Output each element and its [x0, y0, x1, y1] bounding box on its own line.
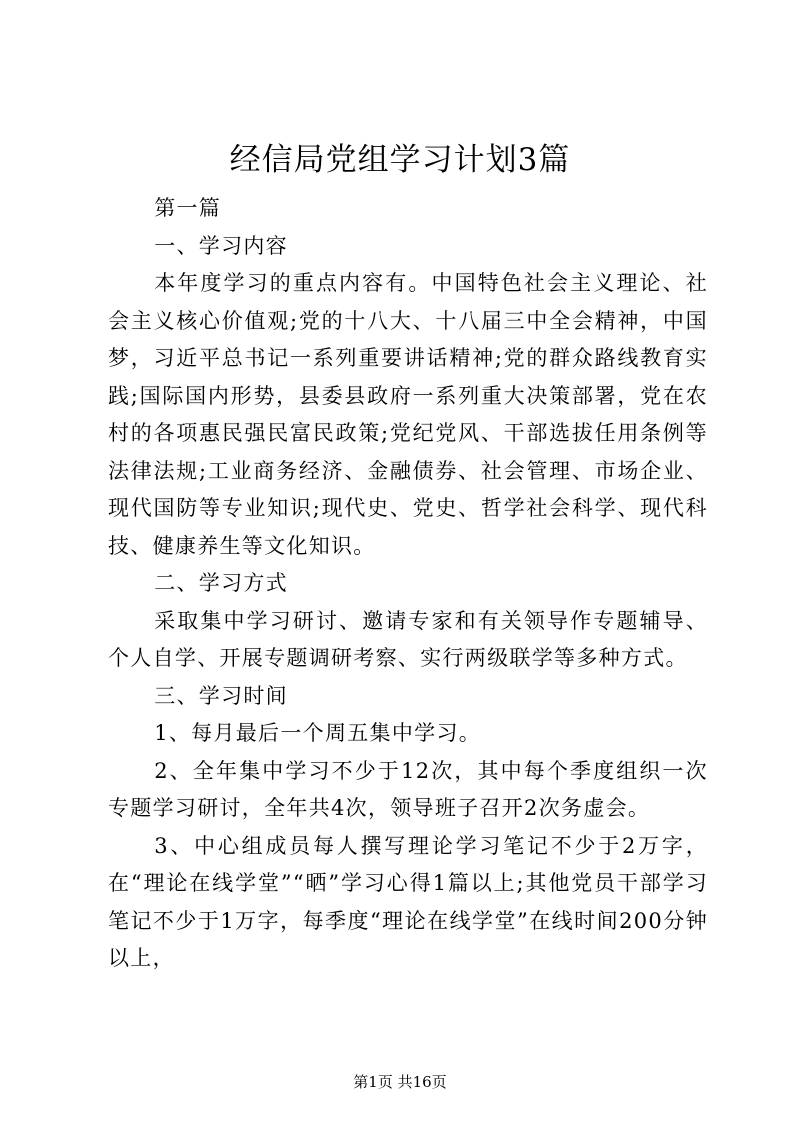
paragraph-time-3: 3、中心组成员每人撰写理论学习笔记不少于2万字，在“理论在线学堂”“晒”学习心得1篇以上;其他党员干部学习笔记不少于1万字，每季度“理论在线学堂”在线时间200分钟以上， — [108, 833, 708, 970]
section-heading-time: 三、学习时间 — [154, 683, 288, 708]
section-heading-part-one: 第一篇 — [154, 196, 222, 220]
paragraph-method: 采取集中学习研讨、邀请专家和有关领导作专题辅导、个人自学、开展专题调研考察、实行两级联学等多种方式。 — [108, 608, 708, 670]
document-body — [108, 190, 708, 978]
paragraph-content: 本年度学习的重点内容有。中国特色社会主义理论、社会主义核心价值观;党的十八大、十八届三中全会精神，中国梦，习近平总书记一系列重要讲话精神;党的群众路线教育实践;国际国内形势，县委县政府一系列重大决策部署，党在农村的各项惠民强民富民政策;党纪党风、干部选拔任用条例等法律法规;工业商务经济、金融债券、社会管理、市场企业、现代国防等专业知识;现代史、党史、哲学社会科学、现代科技、健康养生等文化知识。 — [108, 271, 708, 558]
section-heading-content: 一、学习内容 — [154, 233, 288, 258]
document-title: 经信局党组学习计划3篇 — [229, 142, 571, 178]
section-heading-method: 二、学习方式 — [154, 571, 288, 595]
paragraph-time-2: 2、全年集中学习不少于12次，其中每个季度组织一次专题学习研讨，全年共4次，领导班子召开2次务虚会。 — [108, 758, 708, 820]
paragraph-time-1: 1、每月最后一个周五集中学习。 — [154, 721, 482, 745]
page-footer: 第1页 共16页 — [353, 1073, 447, 1091]
